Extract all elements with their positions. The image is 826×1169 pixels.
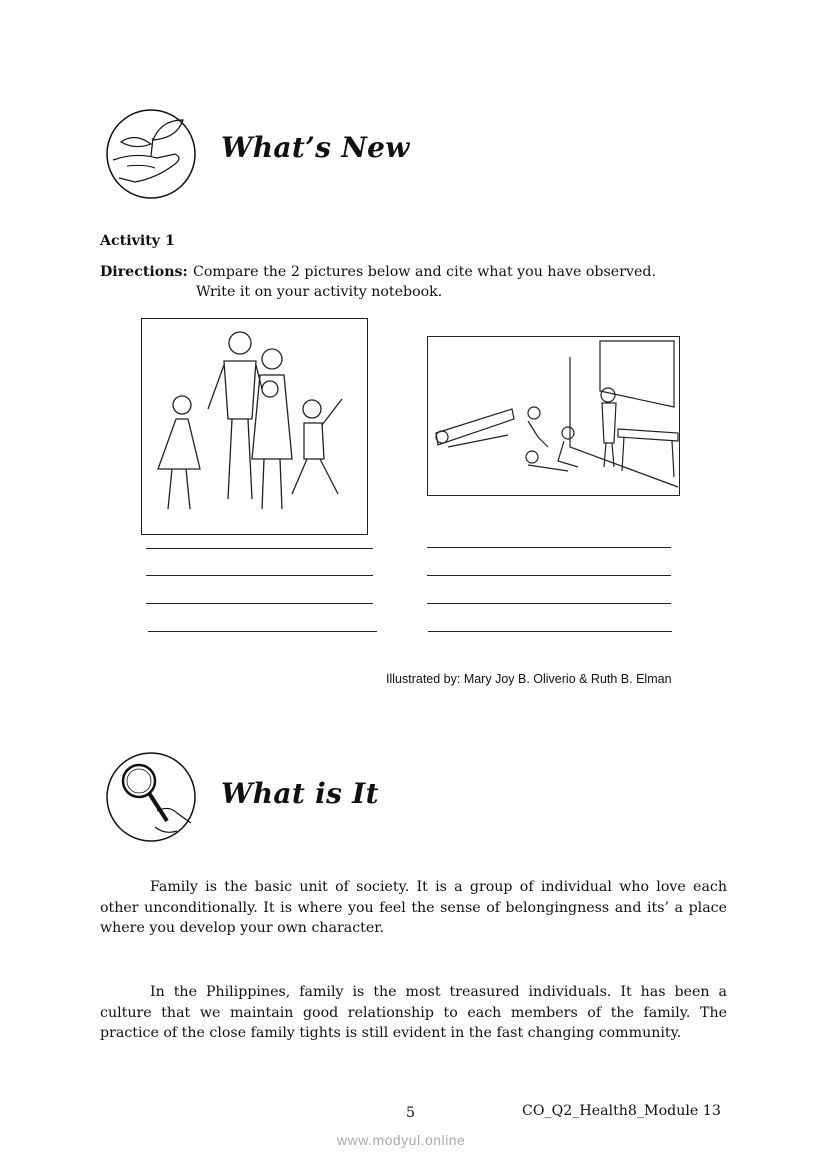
- family-illustration: [141, 318, 368, 535]
- answer-line[interactable]: [427, 547, 671, 548]
- paragraph-family-definition: Family is the basic unit of society. It is a group of individual who love each other unconditionally. It is where you feel the sense of belongingness and its’ a place where you develop your own character.: [100, 879, 727, 936]
- answer-line[interactable]: [146, 603, 373, 604]
- answer-line[interactable]: [428, 631, 672, 632]
- answer-line[interactable]: [146, 548, 373, 549]
- answer-line[interactable]: [427, 575, 671, 576]
- page-number: 5: [406, 1105, 416, 1121]
- paragraph-philippine-family: In the Philippines, family is the most treasured individuals. It has been a culture that we maintain good relationship to each members of the family. The practice of the close family tights is still evident in the fast changing community.: [100, 984, 727, 1041]
- illustration-credit: Illustrated by: Mary Joy B. Oliverio & Ruth B. Elman: [386, 672, 672, 686]
- section-title-what-is-it: What is It: [221, 777, 379, 810]
- answer-line[interactable]: [427, 603, 671, 604]
- directions-text-1: Compare the 2 pictures below and cite what you have observed.: [193, 264, 656, 280]
- module-code: CO_Q2_Health8_Module 13: [522, 1103, 721, 1119]
- hand-with-plant-icon: [105, 108, 197, 200]
- answer-line[interactable]: [146, 575, 373, 576]
- section-title-whats-new: What’s New: [221, 131, 410, 164]
- household-illustration: [427, 336, 680, 496]
- directions-label: Directions:: [100, 264, 188, 280]
- activity-label: Activity 1: [100, 233, 175, 249]
- hand-with-magnifier-icon: [105, 751, 197, 843]
- answer-line[interactable]: [148, 631, 377, 632]
- directions-text-2: Write it on your activity notebook.: [196, 284, 443, 300]
- watermark: www.modyul.online: [337, 1132, 466, 1148]
